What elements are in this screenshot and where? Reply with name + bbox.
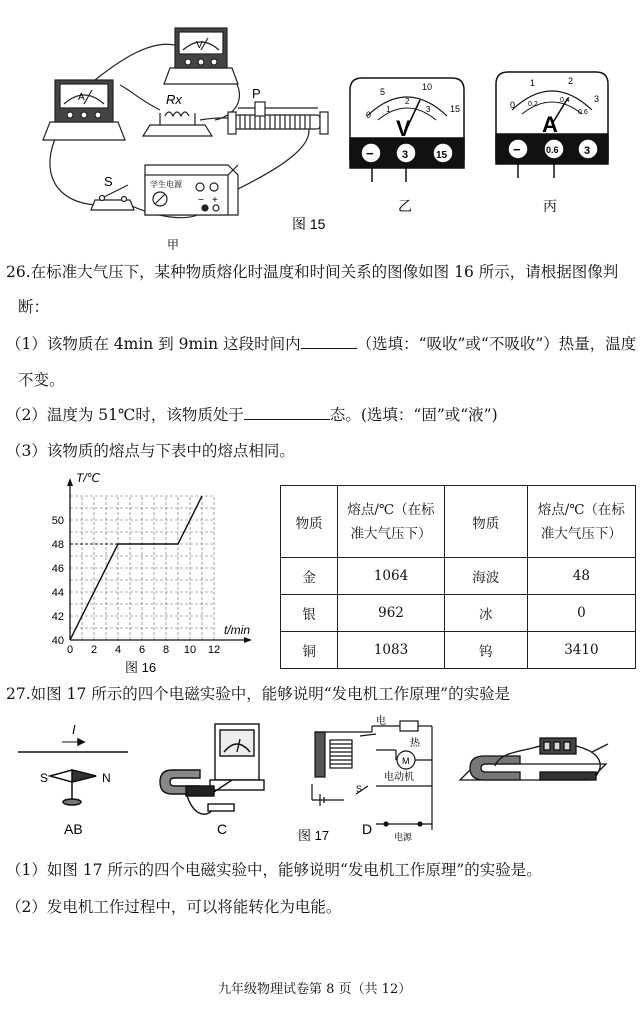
table-cell: 银 bbox=[281, 595, 338, 632]
ammeter-scale-1: 1 bbox=[530, 78, 536, 88]
ammeter-inner-06: 0.6 bbox=[578, 109, 588, 116]
fig17-caption: 图 17 bbox=[298, 828, 330, 843]
ammeter-scale-3: 3 bbox=[594, 94, 600, 104]
figure-15 bbox=[0, 0, 641, 250]
power-supply bbox=[145, 165, 238, 215]
x-tick-label: 12 bbox=[207, 644, 221, 656]
x-tick-label: 4 bbox=[114, 644, 122, 656]
voltmeter-terminal-minus: − bbox=[366, 146, 374, 161]
voltmeter-inner-3: 3 bbox=[426, 105, 431, 114]
q26-part2 bbox=[6, 405, 498, 425]
experiment-c bbox=[160, 724, 264, 814]
table-header-substance-2: 物质 bbox=[444, 486, 527, 558]
header-melting-2-line-b: 准大气压下） bbox=[540, 525, 622, 542]
voltmeter-scale-0: 0 bbox=[366, 110, 372, 120]
ammeter-scale-0: 0 bbox=[510, 100, 516, 110]
table-cell: 3410 bbox=[527, 632, 635, 669]
fig15-label-jia: 甲 bbox=[167, 238, 180, 250]
x-tick-label: 10 bbox=[183, 644, 197, 656]
d-label-re: 热 bbox=[410, 738, 420, 749]
figure-17 bbox=[0, 712, 641, 844]
table-row bbox=[281, 595, 636, 632]
voltmeter-terminal-15: 15 bbox=[436, 150, 448, 161]
ab-n-label: N bbox=[102, 771, 111, 785]
q26-part1-blank[interactable] bbox=[301, 334, 357, 349]
q26-stem-line1: 26.在标准大气压下，某种物质熔化时温度和时间关系的图像如图 16 所示，请根据图像判 bbox=[6, 263, 619, 281]
power-plus-sign: + bbox=[212, 195, 218, 206]
label-ab: AB bbox=[64, 821, 83, 837]
q27-part1: （1）如图 17 所示的四个电磁实验中，能够说明“发电机工作原理”的实验是。 bbox=[6, 861, 542, 879]
switch-s-label: S bbox=[104, 174, 113, 189]
voltmeter-inner-1: 1 bbox=[386, 105, 391, 114]
q26-part2-text-b: 态。(选填：“固”或“液”) bbox=[329, 406, 498, 424]
header-melting-2-line-a: 熔点/℃（在标 bbox=[537, 501, 625, 518]
q26-part2-blank[interactable] bbox=[244, 405, 330, 420]
y-tick-label: 50 bbox=[51, 515, 64, 527]
table-cell: 海波 bbox=[444, 558, 527, 595]
q26-part1-line2: 不变。 bbox=[18, 371, 65, 389]
table-cell: 48 bbox=[527, 558, 635, 595]
melting-point-table bbox=[280, 485, 636, 669]
y-axis-arrow bbox=[67, 478, 73, 486]
voltmeter-inner-2: 2 bbox=[405, 97, 410, 106]
header-melting-1-line-a: 熔点/℃（在标 bbox=[347, 501, 435, 518]
ammeter-inner-04: 0.4 bbox=[560, 97, 570, 104]
q26-part1-text-b: （选填：“吸收”或“不吸收”）热量，温度 bbox=[356, 335, 637, 353]
y-tick-label: 46 bbox=[51, 563, 64, 575]
ammeter-terminal-06: 0.6 bbox=[546, 145, 559, 155]
table-cell: 冰 bbox=[444, 595, 527, 632]
d-label-motor: 电动机 bbox=[384, 772, 414, 783]
table-cell: 1083 bbox=[338, 632, 445, 669]
ab-s-label: S bbox=[40, 771, 49, 785]
voltmeter-scale-15: 15 bbox=[450, 104, 461, 114]
q26-part3: （3）该物质的熔点与下表中的熔点相同。 bbox=[6, 442, 295, 460]
table-row bbox=[281, 632, 636, 669]
q26-part2-text-a: （2）温度为 51℃时，该物质处于 bbox=[6, 406, 244, 424]
table-cell: 钨 bbox=[444, 632, 527, 669]
fig15-label-bing: 丙 bbox=[543, 198, 557, 214]
power-supply-label: 学生电源 bbox=[150, 180, 182, 189]
resistor-rx bbox=[143, 112, 212, 136]
fig15-label-yi: 乙 bbox=[398, 198, 412, 214]
d-label-dian: 电 bbox=[376, 716, 386, 727]
y-tick-label: 42 bbox=[51, 611, 64, 623]
voltmeter-scale-10: 10 bbox=[422, 82, 433, 92]
label-d: D bbox=[362, 821, 373, 837]
q26-stem-line2: 断： bbox=[18, 298, 50, 316]
page-footer: 九年级物理试卷第 8 页（共 12） bbox=[218, 982, 412, 997]
rheostat bbox=[228, 102, 328, 134]
x-tick-label: 6 bbox=[138, 644, 146, 656]
q27-stem: 27.如图 17 所示的四个电磁实验中，能够说明“发电机工作原理”的实验是 bbox=[6, 685, 511, 703]
fig16-caption: 图 16 bbox=[125, 660, 157, 675]
voltmeter-scale-5: 5 bbox=[380, 87, 386, 97]
x-tick-label: 2 bbox=[90, 644, 98, 656]
ammeter-device bbox=[43, 80, 125, 140]
table-header-substance-1: 物质 bbox=[281, 486, 338, 558]
voltmeter-unit: V bbox=[396, 116, 411, 141]
power-minus-sign: − bbox=[198, 195, 204, 206]
voltmeter-terminal-3: 3 bbox=[402, 149, 409, 161]
table-header-melting-1 bbox=[338, 486, 445, 558]
table-header-melting-2 bbox=[527, 486, 635, 558]
x-axis-arrow bbox=[244, 637, 252, 643]
y-tick-label: 40 bbox=[51, 635, 64, 647]
header-melting-1-line-b: 准大气压下） bbox=[350, 525, 432, 542]
ammeter-terminal-3: 3 bbox=[584, 145, 591, 157]
table-cell: 0 bbox=[527, 595, 635, 632]
table-cell: 1064 bbox=[338, 558, 445, 595]
d-label-s: S bbox=[356, 784, 363, 794]
y-axis-label: T/℃ bbox=[76, 472, 101, 485]
ammeter-inner-02: 0.2 bbox=[528, 101, 538, 108]
ammeter-unit: A bbox=[542, 112, 558, 137]
y-tick-label: 48 bbox=[51, 539, 64, 551]
x-axis-label: t/min bbox=[224, 623, 251, 637]
fig15-caption: 图 15 bbox=[292, 216, 326, 232]
ammeter-letter: A bbox=[78, 92, 85, 103]
experiment-ab bbox=[18, 739, 128, 805]
rheostat-p-label: P bbox=[252, 86, 261, 101]
label-c: C bbox=[217, 821, 228, 837]
y-tick-label: 44 bbox=[51, 587, 64, 599]
ab-current-label: I bbox=[72, 722, 76, 737]
table-header-row bbox=[281, 486, 636, 558]
q26-part1-text-a: （1）该物质在 4min 到 9min 这段时间内 bbox=[6, 335, 301, 353]
voltmeter-letter: V bbox=[196, 40, 203, 51]
rx-label: Rx bbox=[166, 92, 182, 107]
table-row bbox=[281, 558, 636, 595]
figure-16-chart bbox=[30, 472, 275, 682]
table-cell: 962 bbox=[338, 595, 445, 632]
table-cell: 铜 bbox=[281, 632, 338, 669]
q27-part2: （2）发电机工作过程中，可以将能转化为电能。 bbox=[6, 898, 342, 916]
experiment-motor bbox=[460, 738, 608, 780]
ammeter-terminal-minus: − bbox=[513, 142, 521, 157]
q26-part1-line1 bbox=[6, 334, 636, 354]
voltmeter-device bbox=[164, 28, 238, 84]
table-cell: 金 bbox=[281, 558, 338, 595]
d-label-m: M bbox=[402, 756, 410, 766]
d-label-source: 电源 bbox=[394, 832, 413, 842]
x-tick-label: 0 bbox=[66, 644, 74, 656]
x-tick-label: 8 bbox=[162, 644, 170, 656]
ammeter-scale-2: 2 bbox=[568, 76, 574, 86]
